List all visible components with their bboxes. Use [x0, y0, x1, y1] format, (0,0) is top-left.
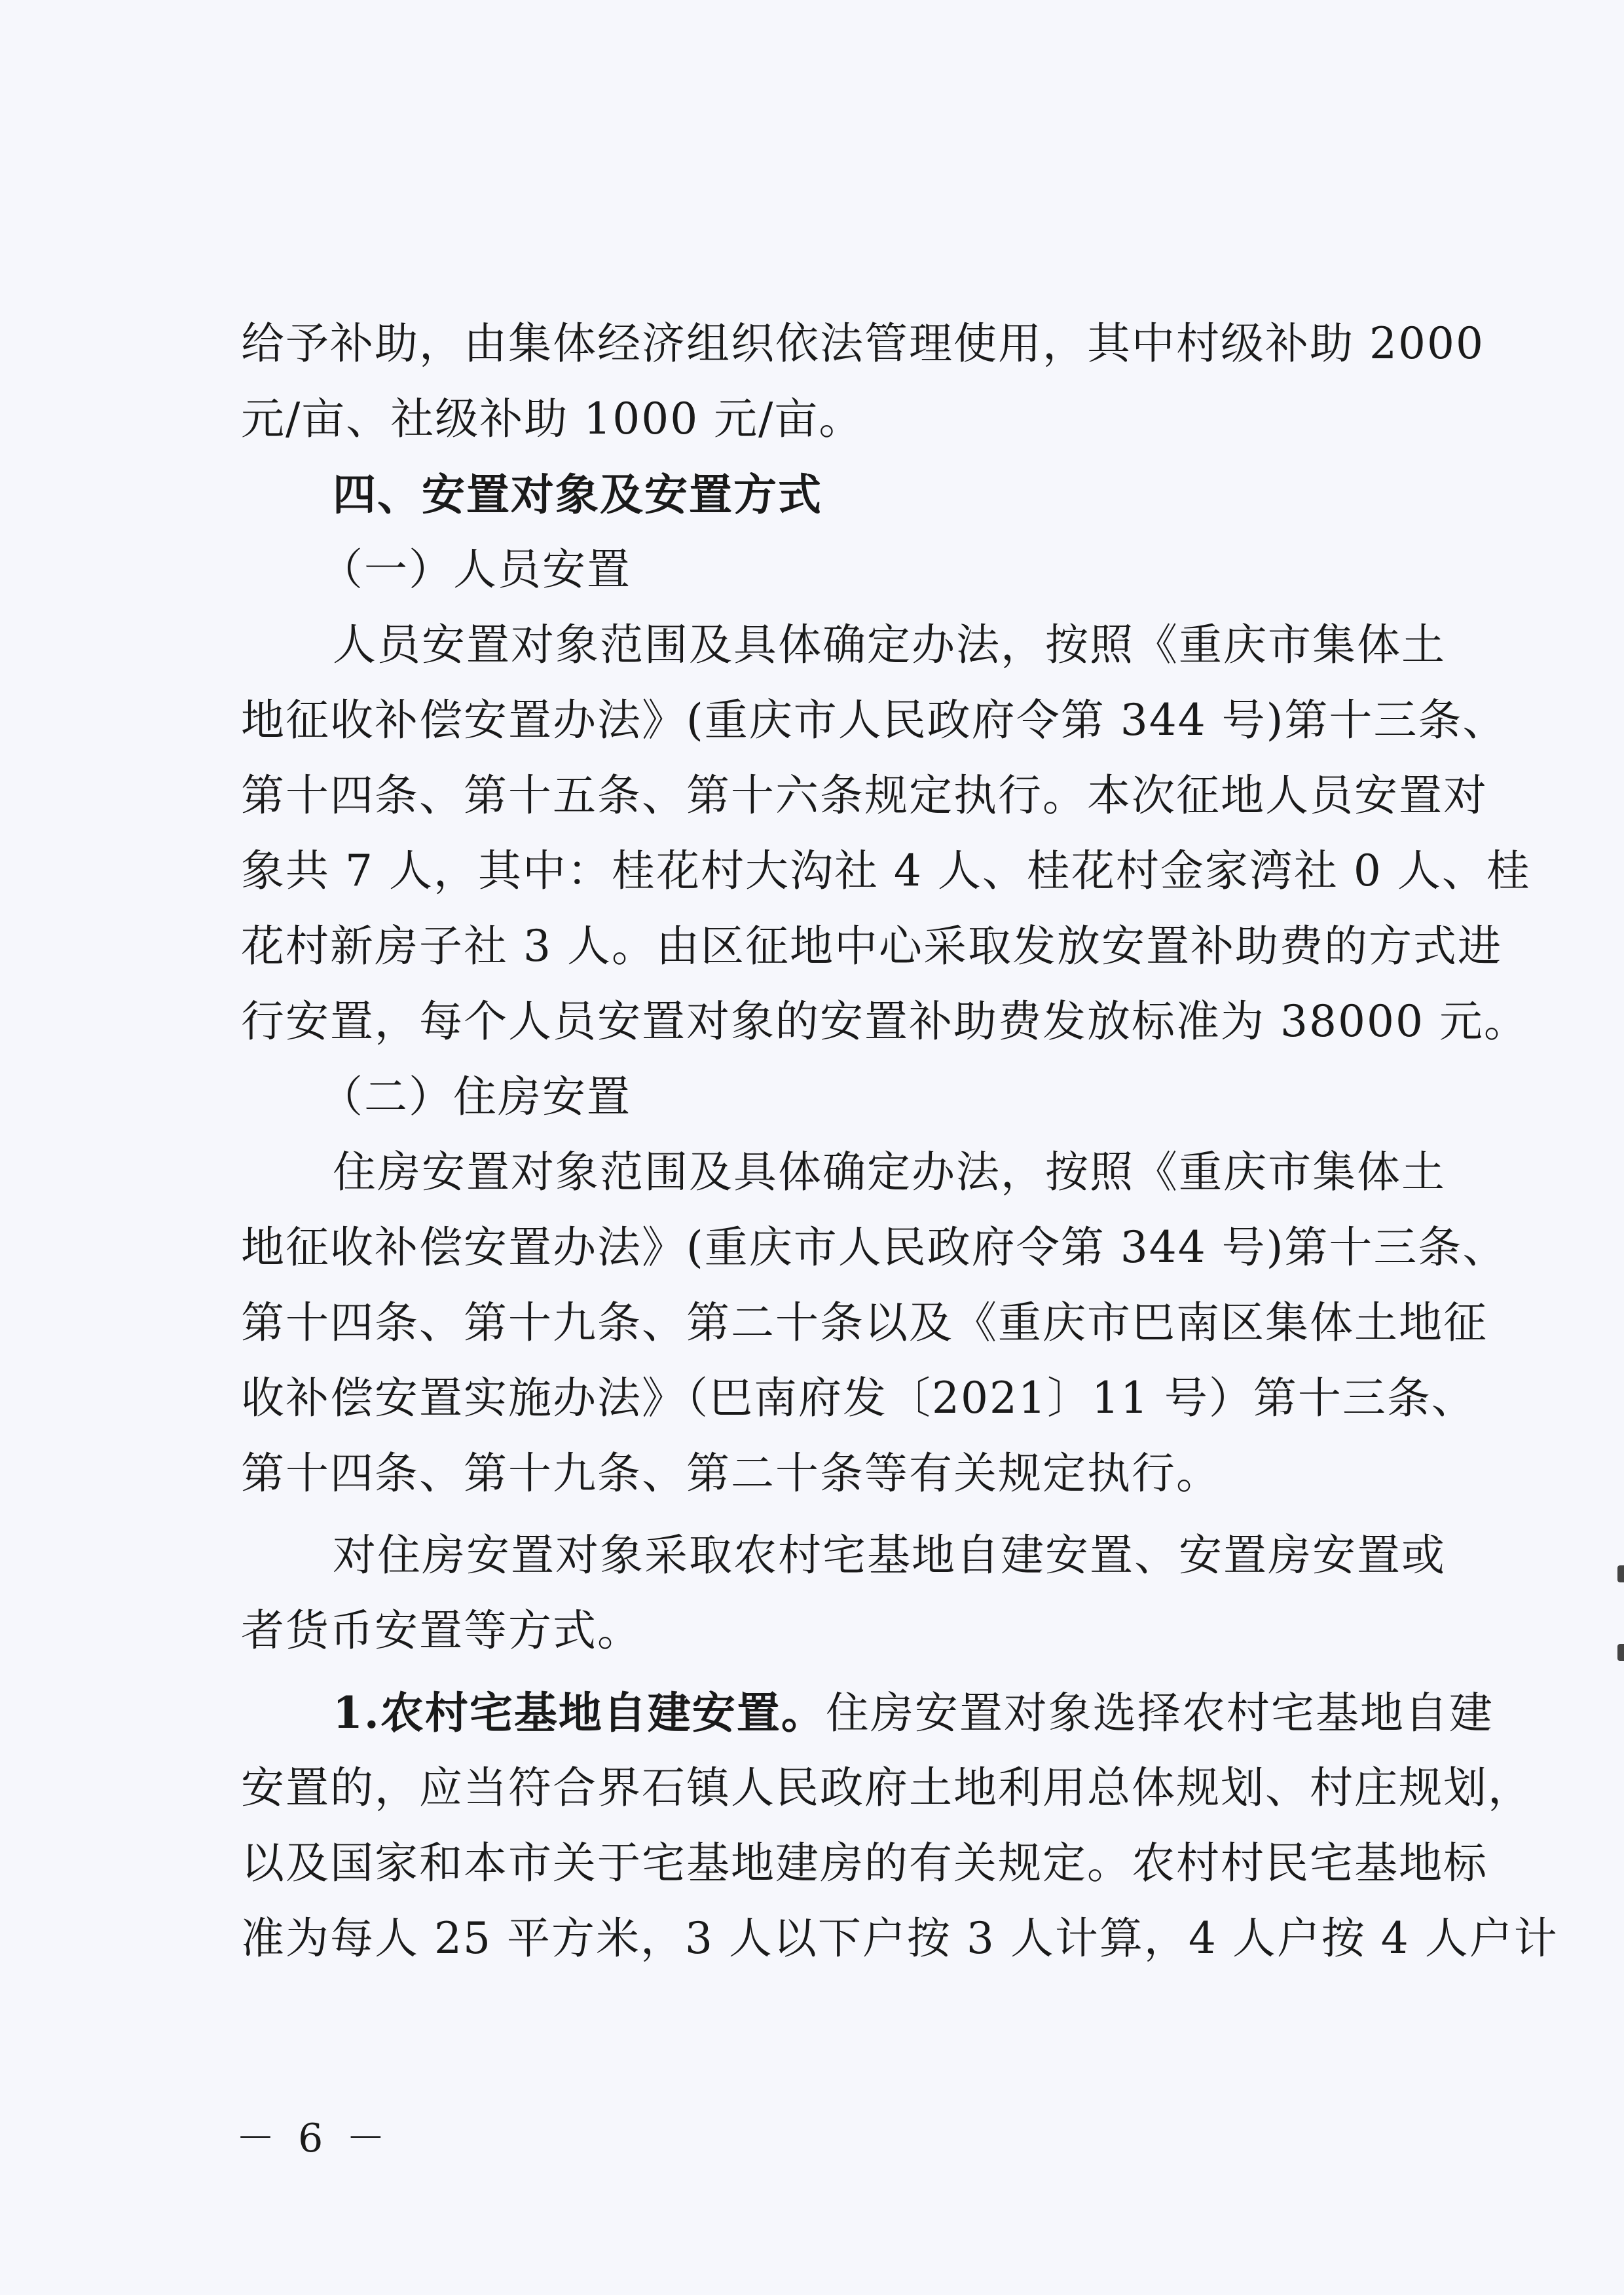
paragraph-line: 人员安置对象范围及具体确定办法，按照《重庆市集体土 — [333, 620, 1446, 670]
paragraph-line: 象共 7 人，其中：桂花村大沟社 4 人、桂花村金家湾社 0 人、桂 — [241, 846, 1531, 896]
page-number: － 6 － — [236, 2116, 391, 2161]
scan-edge-mark — [1617, 1565, 1624, 1582]
paragraph-line: 花村新房子社 3 人。由区征地中心采取发放安置补助费的方式进 — [241, 921, 1502, 971]
paragraph-line: 准为每人 25 平方米，3 人以下户按 3 人计算，4 人户按 4 人户计 — [241, 1913, 1559, 1964]
paragraph-line: 元/亩、社级补助 1000 元/亩。 — [241, 394, 864, 444]
subsection-heading: （一）人员安置 — [320, 544, 631, 595]
paragraph-line: 第十四条、第十九条、第二十条等有关规定执行。 — [241, 1448, 1221, 1499]
paragraph-line: 第十四条、第十九条、第二十条以及《重庆市巴南区集体土地征 — [241, 1297, 1488, 1348]
paragraph-line: 安置的，应当符合界石镇人民政府土地利用总体规划、村庄规划， — [241, 1763, 1532, 1813]
paragraph-line: 第十四条、第十五条、第十六条规定执行。本次征地人员安置对 — [241, 770, 1488, 821]
paragraph-line: 地征收补偿安置办法》(重庆市人民政府令第 344 号)第十三条、 — [241, 695, 1507, 745]
item-1-text: 住房安置对象选择农村宅基地自建 — [825, 1688, 1494, 1738]
paragraph-line: 行安置，每个人员安置对象的安置补助费发放标准为 38000 元。 — [241, 996, 1528, 1047]
scan-edge-mark — [1617, 1644, 1624, 1661]
section-heading: 四、安置对象及安置方式 — [333, 469, 822, 520]
paragraph-line: 住房安置对象范围及具体确定办法，按照《重庆市集体土 — [333, 1147, 1446, 1197]
paragraph-line: 地征收补偿安置办法》(重庆市人民政府令第 344 号)第十三条、 — [241, 1222, 1507, 1273]
paragraph-line: 给予补助，由集体经济组织依法管理使用，其中村级补助 2000 — [241, 318, 1485, 369]
item-1-line — [333, 1677, 1494, 1749]
paragraph-line: 以及国家和本市关于宅基地建房的有关规定。农村村民宅基地标 — [241, 1838, 1488, 1888]
paragraph-line: 对住房安置对象采取农村宅基地自建安置、安置房安置或 — [333, 1530, 1446, 1580]
paragraph-line: 收补偿安置实施办法》（巴南府发〔2021〕11 号）第十三条、 — [241, 1373, 1476, 1423]
item-1-title: 1.农村宅基地自建安置。 — [333, 1687, 826, 1738]
subsection-heading: （二）住房安置 — [320, 1072, 631, 1122]
paragraph-line: 者货币安置等方式。 — [241, 1605, 642, 1656]
